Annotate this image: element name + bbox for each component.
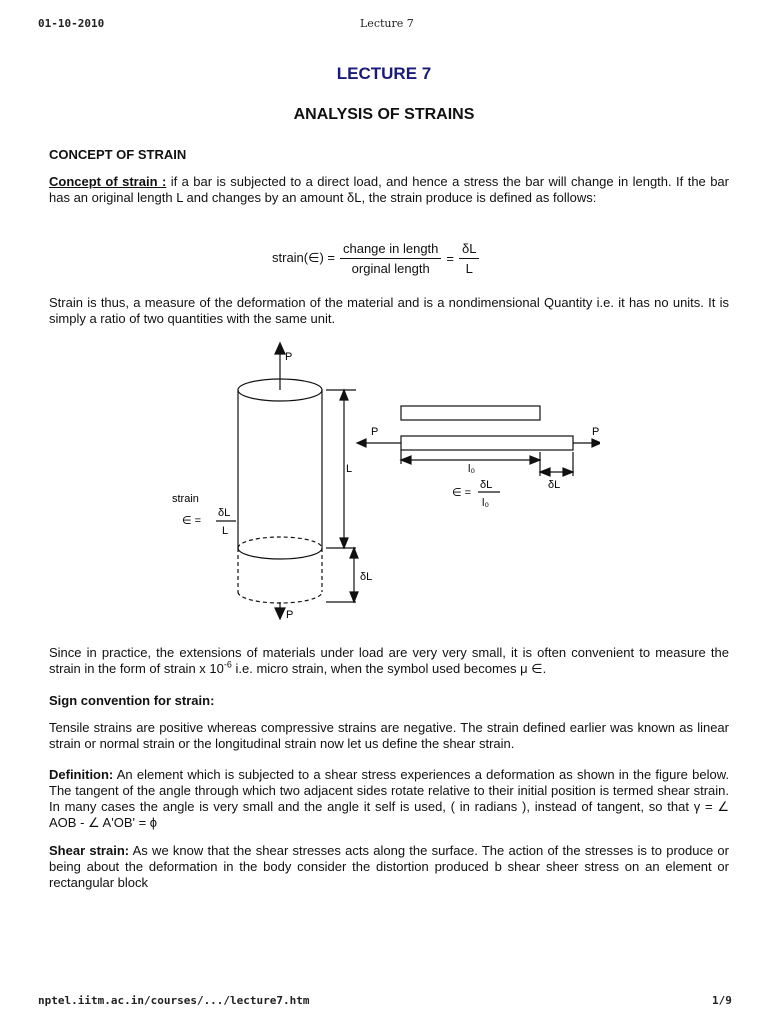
bar-l0-label: l₀ bbox=[468, 463, 476, 475]
concept-lead: Concept of strain : bbox=[49, 174, 167, 189]
formula-equals: = bbox=[446, 250, 454, 266]
bar-dl-label: δL bbox=[548, 479, 561, 491]
strain-figure bbox=[160, 340, 600, 620]
shear-text: As we know that the shear stresses acts along the surface. The action of the stresses is to produce or being about the deformation in the body consider the distortion produced b shear sheer stress on an element or rectangular block bbox=[49, 843, 729, 890]
footer-url[interactable]: nptel.iitm.ac.in/courses/.../lecture7.htm bbox=[38, 994, 310, 1007]
concept-paragraph bbox=[49, 174, 729, 206]
concept-text-1: if a bar is subjected to a direct load, and hence a stress the bar will change in length. If the bar has an original length L and changes by an amount bbox=[49, 174, 729, 205]
definition-paragraph bbox=[49, 767, 729, 831]
bar-frac-num: δL bbox=[480, 479, 493, 491]
practice-text-2: i.e. micro strain, when the symbol used becomes bbox=[231, 661, 521, 676]
bar-p-right: P bbox=[592, 426, 600, 438]
concept-heading: CONCEPT OF STRAIN bbox=[49, 147, 187, 162]
header-date: 01-10-2010 bbox=[38, 17, 105, 30]
strain-frac-num: δL bbox=[218, 507, 231, 519]
cyl-p-top: P bbox=[285, 351, 293, 363]
shear-lead: Shear strain: bbox=[49, 843, 130, 858]
shear-paragraph bbox=[49, 843, 729, 891]
cyl-delta-label: δL bbox=[360, 571, 373, 583]
cyl-p-bottom: P bbox=[286, 609, 294, 620]
footer-page-number: 1/9 bbox=[712, 994, 732, 1007]
formula-fraction-2 bbox=[459, 241, 479, 276]
concept-delta: δL bbox=[347, 190, 362, 205]
formula-fraction-1 bbox=[340, 241, 441, 276]
bar-frac-den: l₀ bbox=[482, 497, 490, 509]
bar-p-left: P bbox=[371, 426, 379, 438]
bar-diagram bbox=[357, 406, 600, 492]
formula-den-1: orginal length bbox=[351, 260, 430, 276]
strain-frac-den: L bbox=[222, 525, 229, 537]
strain-paragraph: Strain is thus, a measure of the deformation of the material and is a nondimensional Quantity i.e. it has no units. It is simply a ratio of two quantities with the same unit. bbox=[49, 295, 729, 326]
strain-formula bbox=[272, 236, 479, 280]
sign-paragraph: Tensile strains are positive whereas compressive strains are negative. The strain defined earlier was known as linear strain or normal strain or the longitudinal strain now let us define the shear strain. bbox=[49, 720, 729, 751]
micro-strain-symbol: μ ∈ bbox=[520, 661, 543, 676]
header-title: Lecture 7 bbox=[360, 17, 414, 30]
practice-sup: -6 bbox=[223, 659, 232, 670]
cyl-length-label: L bbox=[346, 463, 353, 475]
strain-eps: ∈ = bbox=[182, 515, 202, 527]
strain-word: strain bbox=[172, 493, 199, 505]
practice-paragraph bbox=[49, 645, 729, 677]
concept-text-2: , the strain produce is defined as follows: bbox=[361, 190, 597, 205]
sign-heading: Sign convention for strain: bbox=[49, 693, 215, 708]
definition-text: An element which is subjected to a shear stress experiences a deformation as shown in the figure below. The tangent of the angle through which two adjacent sides rotate relative to their initial position is termed shear strain. In many cases the angle is very small and the angle it self is used, ( in radians ), instead of tangent, so that γ = ∠ AOB - ∠ A'OB' = ϕ bbox=[49, 767, 729, 830]
section-title: ANALYSIS OF STRAINS bbox=[293, 106, 475, 123]
formula-lhs: strain(∈) = bbox=[272, 250, 335, 265]
definition-lead: Definition: bbox=[49, 767, 114, 782]
practice-end: . bbox=[542, 661, 547, 676]
formula-num-1: change in length bbox=[340, 241, 441, 259]
formula-num-2: δL bbox=[459, 241, 479, 259]
formula-den-2: L bbox=[465, 260, 473, 276]
practice-text-1: Since in practice, the extensions of materials under load are very very small, it is often convenient to measure the strain in the form of strain x 10 bbox=[49, 645, 729, 676]
bar-eps: ∈ = bbox=[452, 487, 472, 499]
cylinder-diagram bbox=[216, 343, 358, 619]
lecture-title: LECTURE 7 bbox=[336, 64, 432, 83]
